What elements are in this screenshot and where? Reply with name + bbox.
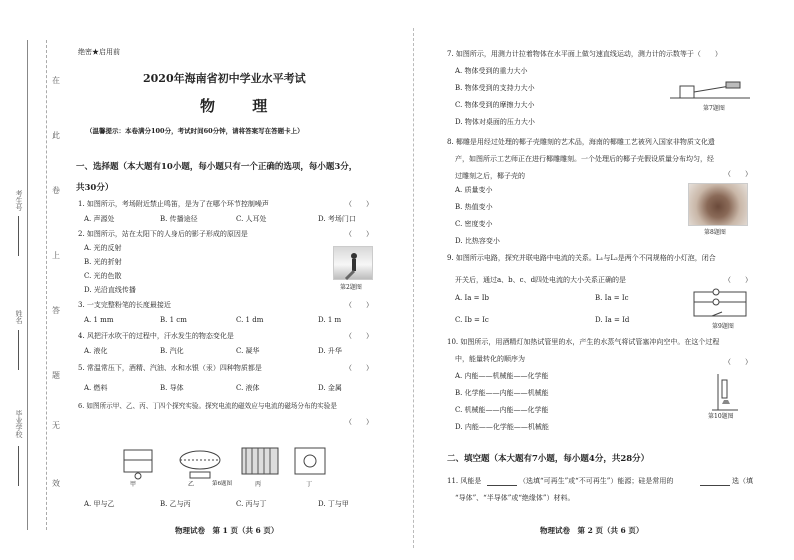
q2-opt-b[interactable]: B. 光的折射 [84, 258, 122, 266]
q1-opt-d[interactable]: D. 考场门口 [318, 215, 356, 223]
seal-text: 绝密★启用前 [78, 48, 120, 56]
q9-bracket: （ ） [724, 276, 752, 284]
q6-apparatus-yi [180, 451, 220, 478]
q10-bracket: （ ） [724, 358, 752, 366]
q8-figure-image [688, 183, 748, 226]
q2-figure-image [333, 246, 373, 280]
q7-opt-b[interactable]: B. 物体受到的支持力大小 [455, 84, 535, 92]
q8-stem-line3: 过雕刻之后，椰子壳的 [455, 172, 525, 180]
q8-stem-line2: 产，如图所示工艺师正在进行椰雕雕刻。一个处理后的椰子壳假设质量分布均匀，经 [455, 155, 714, 163]
q3-opt-d[interactable]: D. 1 m [318, 316, 342, 324]
margin-dot-2: 此 [52, 131, 60, 140]
q2-figure-caption: 第2题图 [340, 284, 362, 291]
q6-figure-caption: 第6题图 [212, 481, 232, 487]
q10-figure [710, 372, 740, 412]
q11-line1-a: 11. 风能是 [447, 477, 482, 485]
subject-title: 物 理 [200, 97, 284, 115]
q1-stem: 1. 如图所示，考场附近禁止鸣笛，是为了在哪个环节控制噪声 [78, 200, 269, 208]
q1-opt-b[interactable]: B. 传播途径 [160, 215, 198, 223]
footer-right: 物理试卷 第 2 页（共 6 页） [540, 526, 644, 535]
q11-line1-c: 选（填 [732, 477, 753, 485]
q8-opt-a[interactable]: A. 质量变小 [455, 186, 493, 194]
q8-opt-c[interactable]: C. 密度变小 [455, 220, 493, 228]
q8-stem-line1: 8. 椰雕是用经过处理的椰子壳雕刻的艺术品，海南的椰雕工艺被列入国家非物质文化遗 [447, 138, 715, 146]
q4-opt-c[interactable]: C. 凝华 [236, 347, 260, 355]
q6-apparatus-jia [124, 450, 152, 479]
q6-apparatus-ding [295, 448, 325, 474]
q5-stem: 5. 常温常压下，酒精、汽油、水和水银（汞）四种物质都是 [78, 364, 262, 372]
q9-opt-c[interactable]: C. Ib = Ic [455, 316, 489, 324]
q6-label-jia: 甲 [130, 481, 137, 488]
q9-stem-line1: 9. 如图所示电路，探究并联电路中电流的关系。L₁与L₂是两个不同规格的小灯泡，闭合 [447, 254, 716, 262]
q3-bracket: （ ） [345, 301, 373, 309]
field-line [18, 446, 19, 486]
q7-opt-d[interactable]: D. 物体对桌面的压力大小 [455, 118, 535, 126]
q8-figure-caption: 第8题图 [704, 229, 726, 236]
q1-opt-c[interactable]: C. 人耳处 [236, 215, 267, 223]
q4-bracket: （ ） [345, 332, 373, 340]
q6-opt-a[interactable]: A. 甲与乙 [84, 500, 115, 508]
q2-stem: 2. 如图所示，站在太阳下的人身后的影子形成的原因是 [78, 230, 248, 238]
q2-opt-c[interactable]: C. 光的色散 [84, 272, 122, 280]
q5-bracket: （ ） [345, 364, 373, 372]
section2-title: 二、填空题（本大题有7小题，每小题4分，共28分） [447, 454, 650, 464]
q10-opt-b[interactable]: B. 化学能——内能——机械能 [455, 389, 549, 397]
section1-title: 一、选择题（本大题有10小题，每小题只有一个正确的选项，每小题3分， [76, 162, 358, 172]
q10-stem-line1: 10. 如图所示，用酒精灯加热试管里的水，产生的水蒸气将试管塞冲向空中。在这个过程 [447, 338, 720, 346]
q3-opt-c[interactable]: C. 1 dm [236, 316, 264, 324]
q5-opt-b[interactable]: B. 导体 [160, 384, 184, 392]
q6-apparatus-bing [242, 448, 278, 474]
margin-dot-8: 效 [52, 479, 60, 488]
q5-opt-d[interactable]: D. 金属 [318, 384, 342, 392]
q5-opt-c[interactable]: C. 液体 [236, 384, 260, 392]
q4-opt-b[interactable]: B. 汽化 [160, 347, 184, 355]
field-line [18, 216, 19, 256]
q6-label-yi: 乙 [188, 481, 195, 488]
exam-title: 2020年海南省初中学业水平考试 [143, 72, 306, 85]
q11-blank-2[interactable] [700, 485, 730, 486]
q9-circuit-figure [690, 288, 750, 322]
q4-stem: 4. 风把汗水吹干的过程中，汗水发生的物态变化是 [78, 332, 234, 340]
q1-bracket: （ ） [345, 200, 373, 208]
q6-label-bing: 丙 [255, 481, 262, 488]
binding-line [27, 40, 28, 530]
exam-hint: （温馨提示：本卷满分100分，考试时间60分钟，请将答案写在答题卡上） [86, 127, 304, 135]
q2-bracket: （ ） [345, 230, 373, 238]
q7-figure-caption: 第7题图 [703, 105, 725, 112]
q6-opt-b[interactable]: B. 乙与丙 [160, 500, 191, 508]
q3-stem: 3. 一支完整粉笔的长度最接近 [78, 301, 171, 309]
q6-label-ding: 丁 [306, 481, 313, 488]
margin-dot-1: 在 [52, 76, 60, 85]
q11-line2: “导体”、“半导体”或“绝缘体”）材料。 [455, 494, 575, 502]
margin-dot-4: 上 [52, 251, 60, 260]
q8-opt-b[interactable]: B. 热值变小 [455, 203, 493, 211]
q9-opt-d[interactable]: D. Ia = Id [595, 316, 630, 324]
q6-bracket: （ ） [345, 418, 373, 426]
q3-opt-a[interactable]: A. 1 mm [84, 316, 114, 324]
q9-opt-b[interactable]: B. Ia = Ic [595, 294, 629, 302]
field-school: 毕业学校 [15, 410, 23, 438]
field-name: 姓名 [15, 310, 23, 324]
q5-opt-a[interactable]: A. 燃料 [84, 384, 108, 392]
margin-dot-3: 卷 [52, 186, 60, 195]
q8-opt-d[interactable]: D. 比热容变小 [455, 237, 500, 245]
margin-dot-5: 答 [52, 306, 60, 315]
q10-stem-line2: 中，能量转化的顺序为 [455, 355, 525, 363]
margin-dot-6: 题 [52, 371, 60, 380]
margin-dot-7: 无 [52, 421, 60, 430]
q10-figure-caption: 第10题图 [708, 413, 734, 420]
person-shadow-icon [334, 247, 374, 281]
q11-blank-1[interactable] [487, 485, 517, 486]
q6-stem: 6. 如图所示甲、乙、丙、丁四个探究实验。探究电流的磁效应与电流的磁场分布的实验是 [78, 402, 337, 410]
q11-line1-b: （选填“可再生”或“不可再生”）能源；硅是常用的 [519, 477, 674, 485]
q10-opt-a[interactable]: A. 内能——机械能——化学能 [455, 372, 549, 380]
q9-opt-a[interactable]: A. Ia = Ib [455, 294, 490, 302]
q3-opt-b[interactable]: B. 1 cm [160, 316, 187, 324]
q7-opt-a[interactable]: A. 物体受到的重力大小 [455, 67, 528, 75]
page-divider [413, 28, 414, 548]
q9-stem-line2: 开关后，通过a、b、c、d四处电流的大小关系正确的是 [455, 276, 627, 284]
q2-opt-d[interactable]: D. 光沿直线传播 [84, 286, 136, 294]
q10-opt-d[interactable]: D. 内能——化学能——机械能 [455, 423, 549, 431]
q7-opt-c[interactable]: C. 物体受到的摩擦力大小 [455, 101, 535, 109]
q6-opt-d[interactable]: D. 丁与甲 [318, 500, 349, 508]
section1-title-cont: 共30分） [76, 183, 114, 193]
q7-stem: 7. 如图所示，用测力计拉着物体在水平面上做匀速直线运动，测力计的示数等于（ ） [447, 50, 722, 58]
q4-opt-a[interactable]: A. 液化 [84, 347, 108, 355]
field-candidate-no: 考生号 [15, 190, 23, 211]
q6-opt-c[interactable]: C. 丙与丁 [236, 500, 267, 508]
q9-figure-caption: 第9题图 [712, 323, 734, 330]
q7-figure [670, 80, 750, 102]
q8-bracket: （ ） [724, 170, 752, 178]
q4-opt-d[interactable]: D. 升华 [318, 347, 342, 355]
field-line [18, 330, 19, 370]
q1-opt-a[interactable]: A. 声源处 [84, 215, 115, 223]
footer-left: 物理试卷 第 1 页（共 6 页） [175, 526, 279, 535]
seal-line [46, 40, 47, 530]
q2-opt-a[interactable]: A. 光的反射 [84, 244, 122, 252]
q10-opt-c[interactable]: C. 机械能——内能——化学能 [455, 406, 549, 414]
